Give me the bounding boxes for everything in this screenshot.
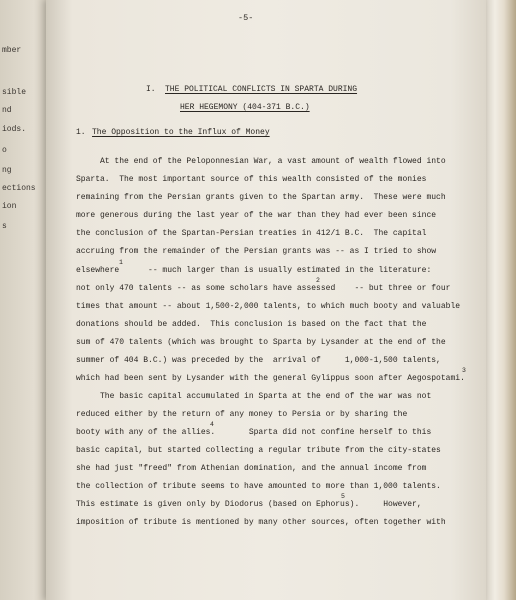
prev-page-fragment: o: [2, 146, 7, 155]
body-line: Sparta. The most important source of this wealth consisted of the monies: [76, 175, 427, 184]
body-line: donations should be added. This conclusion is based on the fact that the: [76, 320, 427, 329]
prev-page-fragment: ections: [2, 184, 36, 193]
prev-page-fragment: ion: [2, 202, 17, 211]
footnote-marker: 4: [210, 421, 214, 428]
body-line: basic capital, but started collecting a regular tribute from the city-states: [76, 446, 441, 455]
footnote-marker: 1: [119, 259, 123, 266]
body-line: elsewhere -- much larger than is usually estimated in the literature:: [76, 266, 432, 275]
body-line: remaining from the Persian grants given to the Spartan army. These were much: [76, 193, 446, 202]
body-line: At the end of the Peloponnesian War, a vast amount of wealth flowed into: [100, 157, 446, 166]
body-line: the conclusion of the Spartan-Persian treaties in 412/1 B.C. The capital: [76, 229, 427, 238]
footnote-marker: 2: [316, 277, 320, 284]
previous-page-edge: [0, 0, 48, 600]
chapter-heading-line-1: THE POLITICAL CONFLICTS IN SPARTA DURING: [165, 85, 358, 94]
prev-page-fragment: ng: [2, 166, 12, 175]
prev-page-fragment: mber: [2, 46, 22, 55]
body-line: not only 470 talents -- as some scholars have assessed -- but three or four: [76, 284, 451, 293]
body-line: sum of 470 talents (which was brought to Sparta by Lysander at the end of the: [76, 338, 446, 347]
body-line: reduced either by the return of any money to Persia or by sharing the: [76, 410, 408, 419]
document-page: [46, 0, 486, 600]
footnote-marker: 3: [462, 367, 466, 374]
page-number: -5-: [238, 13, 254, 23]
body-line: more generous during the last year of the war than they had ever been since: [76, 211, 437, 220]
prev-page-fragment: s: [2, 222, 7, 231]
body-line: accruing from the remainder of the Persian grants was -- as I tried to show: [76, 247, 437, 256]
prev-page-fragment: nd: [2, 106, 12, 115]
chapter-number: I.: [146, 85, 156, 94]
body-line: the collection of tribute seems to have amounted to more than 1,000 talents.: [76, 482, 441, 491]
body-line: which had been sent by Lysander with the general Gylippus soon after Aegospotami.: [76, 374, 465, 383]
body-line: imposition of tribute is mentioned by many other sources, often together with: [76, 518, 446, 527]
body-line: The basic capital accumulated in Sparta at the end of the war was not: [100, 392, 432, 401]
section-number: 1.: [76, 128, 86, 137]
section-title: The Opposition to the Influx of Money: [92, 128, 270, 137]
body-line: she had just "freed" from Athenian domination, and the annual income from: [76, 464, 427, 473]
prev-page-fragment: sible: [2, 88, 27, 97]
body-line: booty with any of the allies. Sparta did not confine herself to this: [76, 428, 432, 437]
body-line: times that amount -- about 1,500-2,000 talents, to which much booty and valuable: [76, 302, 461, 311]
footnote-marker: 5: [341, 493, 345, 500]
body-line: This estimate is given only by Diodorus (based on Ephorus). However,: [76, 500, 422, 509]
chapter-heading-line-2: HER HEGEMONY (404-371 B.C.): [180, 103, 310, 112]
prev-page-fragment: iods.: [2, 125, 27, 134]
book-binding-edge: [486, 0, 516, 600]
body-line: summer of 404 B.C.) was preceded by the arrival of 1,000-1,500 talents,: [76, 356, 441, 365]
